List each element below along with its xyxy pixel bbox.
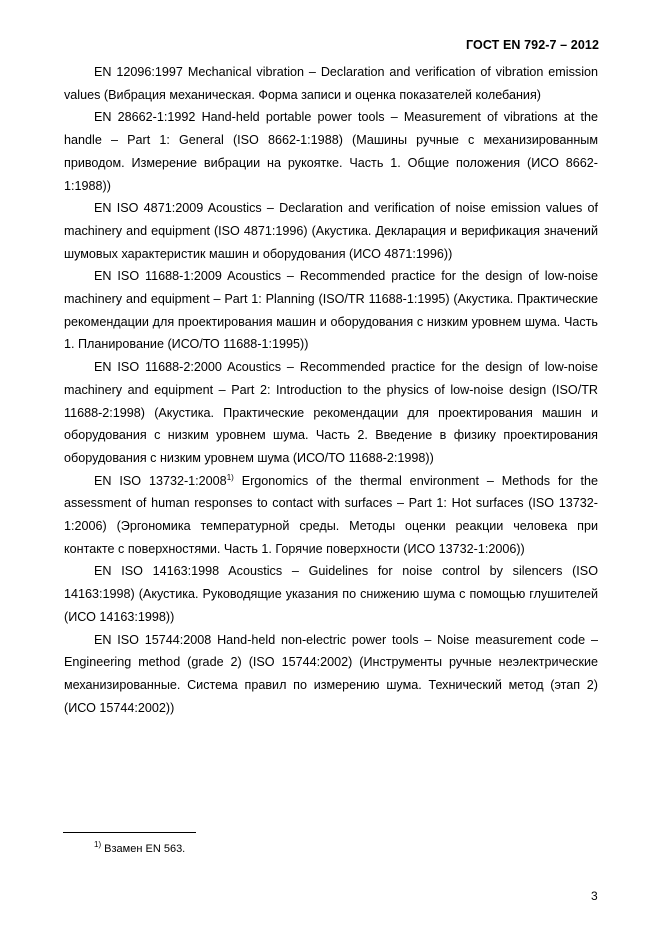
reference-text: Mechanical vibration – Declaration and verification of vibration emission values (Вибрация механическая. Форма записи и оценка показателей колебания)	[64, 65, 598, 102]
reference-code: EN ISO 4871:2009	[94, 201, 204, 216]
reference-code: EN 12096:1997	[94, 65, 183, 79]
reference-text: Hand-held non-electric power tools – Noise measurement code – Engineering method (grade 2) (ISO 15744:2002) (Инструменты ручные неэлектрические механизированные. Система правил по измерению шума. Технический метод (этап 2) (ИСО 15744:2002))	[64, 632, 598, 715]
footnote-divider	[63, 832, 196, 833]
footnote	[94, 842, 185, 856]
reference-code: EN ISO 11688-1:2009	[94, 269, 222, 284]
footnote-reference-marker: 1)	[226, 472, 234, 482]
reference-code: EN ISO 13732-1:2008	[94, 473, 227, 488]
normative-references	[64, 61, 598, 719]
reference-code: EN ISO 15744:2008	[94, 632, 212, 647]
reference-code: EN 28662-1:1992	[94, 110, 196, 125]
reference-text: Ergonomics of the thermal environment – Methods for the assessment of human responses to contact with surfaces – Part 1: Hot surfaces (ISO 13732-1:2006) (Эргономика температурной среды. Методы оценки реакции человека при контакте с поверхностями. Часть 1. Горячие поверхности (ИСО 13732-1:2006))	[64, 473, 598, 556]
reference-item	[64, 197, 598, 265]
reference-code: EN ISO 14163:1998	[94, 564, 220, 579]
reference-code: EN ISO 11688-2:2000	[94, 360, 222, 375]
reference-item	[64, 265, 598, 356]
reference-text: Hand-held portable power tools – Measurement of vibrations at the handle – Part 1: General (ISO 8662-1:1988) (Машины ручные с механизированным приводом. Измерение вибрации на рукоятке. Часть 1. Общие положения (ИСО 8662-1:1988))	[64, 110, 598, 193]
document-header: ГОСТ EN 792-7 – 2012	[466, 38, 599, 52]
reference-text: Acoustics – Recommended practice for the design of low-noise machinery and equipment – Part 1: Planning (ISO/TR 11688-1:1995) (Акустика. Практические рекомендации для проектирования машин и оборудования с низким уровнем шума. Часть 1. Планирование (ИСО/ТО 11688-1:1995))	[64, 269, 598, 352]
page-number: 3	[591, 889, 598, 903]
reference-item	[64, 470, 598, 561]
reference-text: Acoustics – Declaration and verification of noise emission values of machinery and equipment (ISO 4871:1996) (Акустика. Декларация и верификация значений шумовых характеристик машин и оборудования (ИСО 4871:1996))	[64, 201, 599, 261]
footnote-marker: 1)	[94, 840, 102, 849]
footnote-text: Взамен EN 563.	[101, 843, 186, 855]
reference-text: Acoustics – Guidelines for noise control by silencers (ISO 14163:1998) (Акустика. Руководящие указания по снижению шума с помощью глушителей (ИСО 14163:1998))	[64, 564, 598, 624]
reference-item	[64, 560, 598, 628]
reference-item	[64, 629, 598, 720]
reference-text: Acoustics – Recommended practice for the design of low-noise machinery and equipment – Part 2: Introduction to the physics of low-noise design (ISO/TR 11688-2:1998) (Акустика. Практические рекомендации для проектирования машин и оборудования с низким уровнем шума. Часть 2. Введение в физику проектирования оборудования с низким уровнем шума (ИСО/ТО 11688-2:1998))	[64, 360, 598, 465]
reference-item	[64, 106, 598, 197]
reference-item	[64, 61, 598, 106]
reference-item	[64, 356, 598, 470]
